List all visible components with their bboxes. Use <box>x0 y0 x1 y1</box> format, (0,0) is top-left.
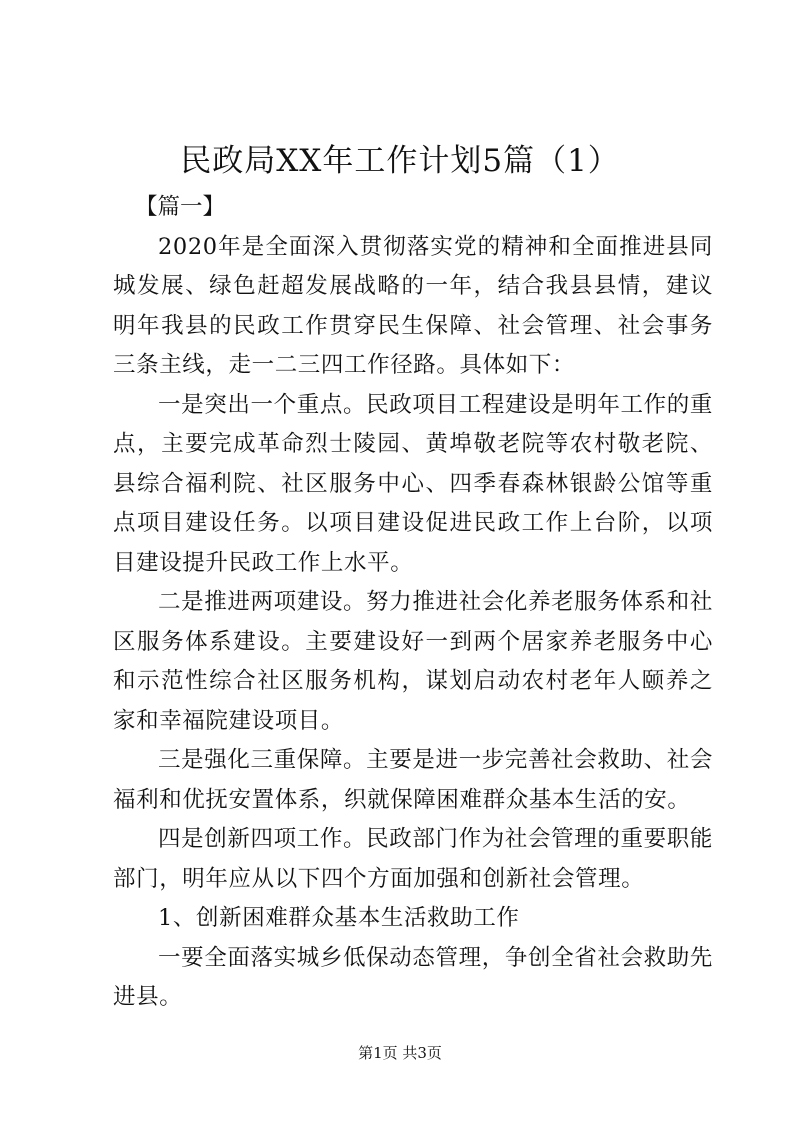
document-body <box>113 188 713 1018</box>
paragraph-point-two: 二是推进两项建设。努力推进社会化养老服务体系和社区服务体系建设。主要建设好一到两个居家养老服务中心和示范性综合社区服务机构，谋划启动农村老年人颐养之家和幸福院建设项目。 <box>113 589 713 734</box>
page-footer: 第1页 共3页 <box>358 1044 442 1062</box>
paragraph-point-one: 一是突出一个重点。民政项目工程建设是明年工作的重点，主要完成革命烈士陵园、黄埠敬老院等农村敬老院、县综合福利院、社区服务中心、四季春森林银龄公馆等重点项目建设任务。以项目建设促进民政工作上台阶，以项目建设提升民政工作上水平。 <box>113 391 713 576</box>
paragraph-intro: 2020年是全面深入贯彻落实党的精神和全面推进县同城发展、绿色赶超发展战略的一年，结合我县县情，建议明年我县的民政工作贯穿民生保障、社会管理、社会事务三条主线，走一二三四工作径路。具体如下： <box>113 233 713 378</box>
paragraph-point-four: 四是创新四项工作。民政部门作为社会管理的重要职能部门，明年应从以下四个方面加强和创新社会管理。 <box>113 826 713 892</box>
document-title: 民政局XX年工作计划5篇（1） <box>180 143 620 179</box>
section-label: 【篇一】 <box>135 194 226 220</box>
paragraph-point-three: 三是强化三重保障。主要是进一步完善社会救助、社会福利和优抚安置体系，织就保障困难群众基本生活的安。 <box>113 747 713 813</box>
subheading-item-1: 1、创新困难群众基本生活救助工作 <box>158 905 520 931</box>
paragraph-item-1-detail: 一要全面落实城乡低保动态管理，争创全省社会救助先进县。 <box>113 944 713 1010</box>
